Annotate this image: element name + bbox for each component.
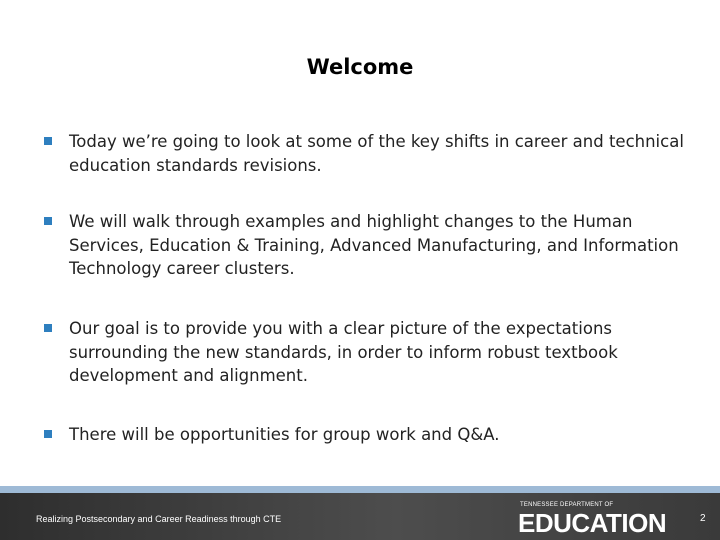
footer-bar <box>0 493 720 540</box>
bullet-text: Our goal is to provide you with a clear picture of the expectations surrounding the new standards, in order to inform robust textbook development and alignment. <box>69 319 618 385</box>
bullet-text: Today we’re going to look at some of the key shifts in career and technical education standards revisions. <box>69 132 684 175</box>
footer-text: Realizing Postsecondary and Career Readiness through CTE <box>36 514 282 524</box>
education-logo: EDUCATION <box>518 508 667 538</box>
bullet-item <box>44 317 684 388</box>
square-bullet-icon <box>44 324 52 332</box>
logo-subtitle: TENNESSEE DEPARTMENT OF <box>520 502 614 508</box>
square-bullet-icon <box>44 137 52 145</box>
bullet-item <box>44 210 684 281</box>
square-bullet-icon <box>44 430 52 438</box>
bullet-text: There will be opportunities for group work and Q&A. <box>69 425 500 444</box>
page-number: 2 <box>700 513 706 524</box>
bullet-item <box>44 423 499 447</box>
bullet-item <box>44 130 684 177</box>
square-bullet-icon <box>44 217 52 225</box>
bullet-text: We will walk through examples and highlight changes to the Human Services, Education & Training, Advanced Manufacturing, and Information Technology career clusters. <box>69 212 679 278</box>
footer-accent-band <box>0 486 720 493</box>
slide-title: Welcome <box>306 55 414 79</box>
